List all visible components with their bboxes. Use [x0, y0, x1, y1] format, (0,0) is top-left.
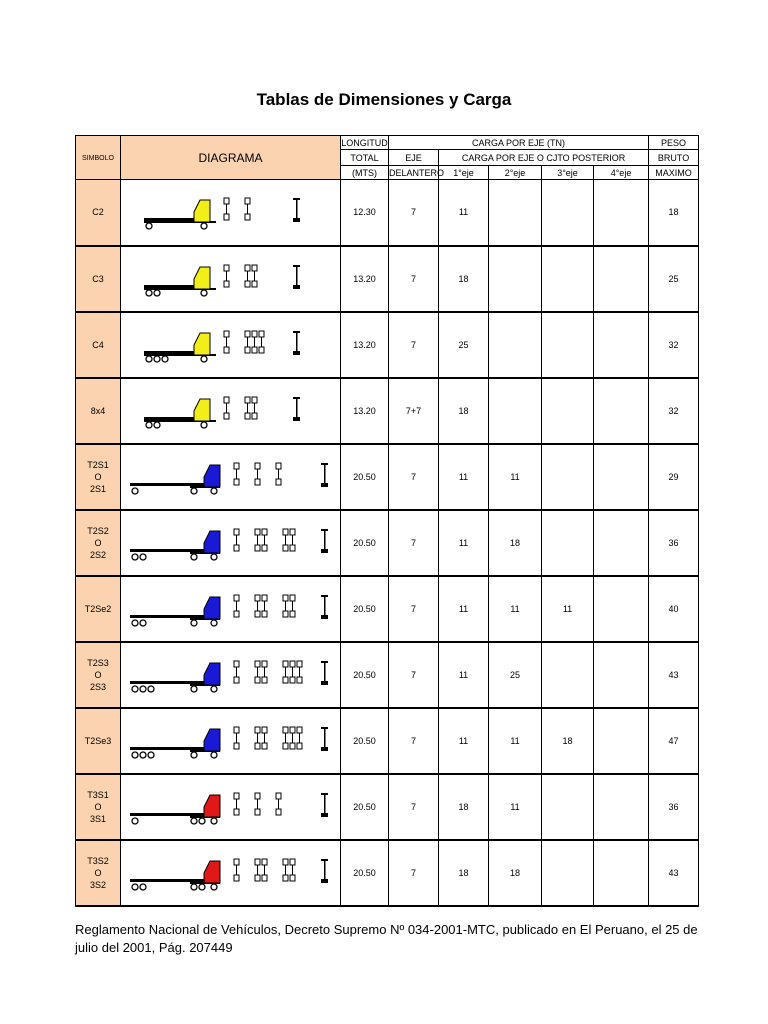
- cell-e2: [489, 312, 542, 378]
- cell-e2: 18: [489, 510, 542, 576]
- cell-peso: 32: [649, 378, 699, 444]
- cell-diagrama: [121, 510, 341, 576]
- header-delantero: DELANTERO: [389, 167, 445, 178]
- simbolo-line: C3: [92, 273, 104, 284]
- cell-e3: [542, 774, 594, 840]
- table-row: [76, 774, 699, 840]
- cell-e3: [542, 246, 594, 312]
- cell-e1: 18: [439, 246, 489, 312]
- simbolo-line: C2: [92, 207, 104, 218]
- cell-e3: [542, 312, 594, 378]
- page-title: Tablas de Dimensiones y Carga: [256, 90, 512, 109]
- simbolo-line: 3S2: [89, 879, 106, 890]
- table-row: [76, 246, 699, 312]
- cell-simbolo: [76, 840, 121, 906]
- header-longitud-3: (MTS): [341, 166, 389, 180]
- cell-peso: 18: [649, 180, 699, 246]
- cell-peso: 40: [649, 576, 699, 642]
- cell-e4: [594, 246, 649, 312]
- cell-delantero: 7: [389, 840, 439, 906]
- cell-simbolo: [76, 774, 121, 840]
- cell-peso: 43: [649, 840, 699, 906]
- cell-e2: 11: [489, 708, 542, 774]
- cell-e3: 11: [542, 576, 594, 642]
- cell-diagrama: [121, 642, 341, 708]
- footer-citation: Reglamento Nacional de Vehículos, Decreto Supremo Nº 034-2001-MTC, publicado en El Peruano, el 25 de julio del 2001, Pág. 207449: [75, 922, 698, 955]
- cell-diagrama: [121, 312, 341, 378]
- cell-e4: [594, 180, 649, 246]
- cell-delantero: 7: [389, 444, 439, 510]
- simbolo-line: 2S2: [89, 549, 106, 560]
- cell-e2: 11: [489, 774, 542, 840]
- cell-e4: [594, 642, 649, 708]
- cell-diagrama: [121, 246, 341, 312]
- vehicle-diagram: [124, 779, 338, 835]
- cell-delantero: 7: [389, 642, 439, 708]
- cell-e1: 18: [439, 378, 489, 444]
- cell-delantero: 7+7: [389, 378, 439, 444]
- cell-e2: 11: [489, 576, 542, 642]
- cell-longitud: 20.50: [341, 708, 389, 774]
- header-carga-por-eje: CARGA POR EJE (TN): [389, 136, 649, 150]
- header-longitud-1: LONGITUD: [341, 137, 388, 148]
- cell-delantero: 7: [389, 708, 439, 774]
- cell-e2: [489, 378, 542, 444]
- cell-longitud: 20.50: [341, 840, 389, 906]
- cell-longitud: 20.50: [341, 444, 389, 510]
- cell-e3: 18: [542, 708, 594, 774]
- table-row: [76, 510, 699, 576]
- simbolo-line: O: [94, 537, 102, 548]
- cell-e2: [489, 246, 542, 312]
- header-eje-2: 2°eje: [489, 166, 542, 180]
- cell-e4: [594, 312, 649, 378]
- cell-simbolo: [76, 444, 121, 510]
- header-peso-3: MAXIMO: [649, 166, 699, 180]
- header-eje-1: 1°eje: [439, 166, 489, 180]
- header-posterior: CARGA POR EJE O CJTO POSTERIOR: [439, 150, 649, 166]
- simbolo-line: T3S1: [87, 789, 109, 800]
- cell-e1: 25: [439, 312, 489, 378]
- table-row: [76, 576, 699, 642]
- cell-longitud: 20.50: [341, 774, 389, 840]
- cell-e2: 18: [489, 840, 542, 906]
- vehicle-diagram: [124, 845, 338, 901]
- vehicle-diagram: [124, 184, 338, 240]
- cell-e1: 11: [439, 444, 489, 510]
- cell-diagrama: [121, 378, 341, 444]
- cell-e3: [542, 180, 594, 246]
- cell-e4: [594, 708, 649, 774]
- cell-diagrama: [121, 576, 341, 642]
- cell-diagrama: [121, 180, 341, 246]
- cell-delantero: 7: [389, 312, 439, 378]
- cell-e4: [594, 510, 649, 576]
- cell-delantero: 7: [389, 774, 439, 840]
- cell-e1: 11: [439, 708, 489, 774]
- cell-e2: 11: [489, 444, 542, 510]
- simbolo-line: 2S1: [89, 483, 106, 494]
- simbolo-line: O: [94, 867, 102, 878]
- vehicle-diagram: [124, 647, 338, 703]
- vehicle-diagram: [124, 251, 338, 307]
- simbolo-line: O: [94, 471, 102, 482]
- cell-simbolo: [76, 642, 121, 708]
- cell-delantero: 7: [389, 180, 439, 246]
- header-eje: EJE: [389, 150, 439, 166]
- cell-e1: 18: [439, 774, 489, 840]
- cell-delantero: 7: [389, 510, 439, 576]
- simbolo-line: C4: [92, 339, 104, 350]
- cell-peso: 29: [649, 444, 699, 510]
- cell-longitud: 13.20: [341, 246, 389, 312]
- simbolo-line: O: [94, 669, 102, 680]
- cell-peso: 36: [649, 774, 699, 840]
- cell-e4: [594, 774, 649, 840]
- table-row: [76, 840, 699, 906]
- table-row: [76, 378, 699, 444]
- cell-longitud: 20.50: [341, 642, 389, 708]
- cell-simbolo: [76, 312, 121, 378]
- header-peso-1: PESO: [649, 136, 699, 150]
- cell-e3: [542, 444, 594, 510]
- header-diagrama: DIAGRAMA: [121, 136, 341, 180]
- cell-e1: 11: [439, 642, 489, 708]
- cell-delantero: 7: [389, 576, 439, 642]
- cell-simbolo: [76, 180, 121, 246]
- table-row: [76, 312, 699, 378]
- cell-simbolo: [76, 576, 121, 642]
- cell-peso: 32: [649, 312, 699, 378]
- cell-longitud: 13.20: [341, 312, 389, 378]
- cell-e3: [542, 378, 594, 444]
- header-eje-4: 4°eje: [594, 166, 649, 180]
- cell-diagrama: [121, 444, 341, 510]
- cell-diagrama: [121, 774, 341, 840]
- simbolo-line: 2S3: [89, 681, 106, 692]
- cell-e1: 11: [439, 510, 489, 576]
- cell-peso: 36: [649, 510, 699, 576]
- simbolo-line: T2Se3: [84, 735, 112, 746]
- cell-longitud: 13.20: [341, 378, 389, 444]
- cell-e4: [594, 840, 649, 906]
- cell-delantero: 7: [389, 246, 439, 312]
- table-row: [76, 708, 699, 774]
- header-simbolo: SIMBOLO: [76, 136, 121, 180]
- simbolo-line: O: [94, 801, 102, 812]
- simbolo-line: 8x4: [90, 405, 106, 416]
- cell-diagrama: [121, 708, 341, 774]
- cell-longitud: 12.30: [341, 180, 389, 246]
- cell-e3: [542, 840, 594, 906]
- cell-longitud: 20.50: [341, 510, 389, 576]
- vehicle-diagram: [124, 383, 338, 439]
- cell-e1: 11: [439, 576, 489, 642]
- cell-e3: [542, 642, 594, 708]
- cell-simbolo: [76, 510, 121, 576]
- table-row: [76, 642, 699, 708]
- cell-e4: [594, 378, 649, 444]
- vehicle-diagram: [124, 515, 338, 571]
- simbolo-line: T2S3: [87, 657, 109, 668]
- table-row: [76, 180, 699, 246]
- cell-e2: 25: [489, 642, 542, 708]
- cell-longitud: 20.50: [341, 576, 389, 642]
- simbolo-line: T2S2: [87, 525, 109, 536]
- cell-e1: 11: [439, 180, 489, 246]
- cell-simbolo: [76, 708, 121, 774]
- vehicle-diagram: [124, 581, 338, 637]
- dimensions-load-table: [75, 135, 699, 907]
- cell-e1: 18: [439, 840, 489, 906]
- cell-e2: [489, 180, 542, 246]
- simbolo-line: T2S1: [87, 459, 109, 470]
- vehicle-diagram: [124, 713, 338, 769]
- simbolo-line: T2Se2: [84, 603, 112, 614]
- cell-e4: [594, 576, 649, 642]
- cell-simbolo: [76, 378, 121, 444]
- vehicle-diagram: [124, 449, 338, 505]
- cell-diagrama: [121, 840, 341, 906]
- cell-peso: 43: [649, 642, 699, 708]
- cell-simbolo: [76, 246, 121, 312]
- header-longitud-2: TOTAL: [341, 150, 389, 166]
- cell-e4: [594, 444, 649, 510]
- vehicle-diagram: [124, 317, 338, 373]
- header-peso-2: BRUTO: [649, 150, 699, 166]
- cell-peso: 47: [649, 708, 699, 774]
- header-eje-3: 3°eje: [542, 166, 594, 180]
- cell-e3: [542, 510, 594, 576]
- table-row: [76, 444, 699, 510]
- simbolo-line: 3S1: [89, 813, 106, 824]
- simbolo-line: T3S2: [87, 855, 109, 866]
- cell-peso: 25: [649, 246, 699, 312]
